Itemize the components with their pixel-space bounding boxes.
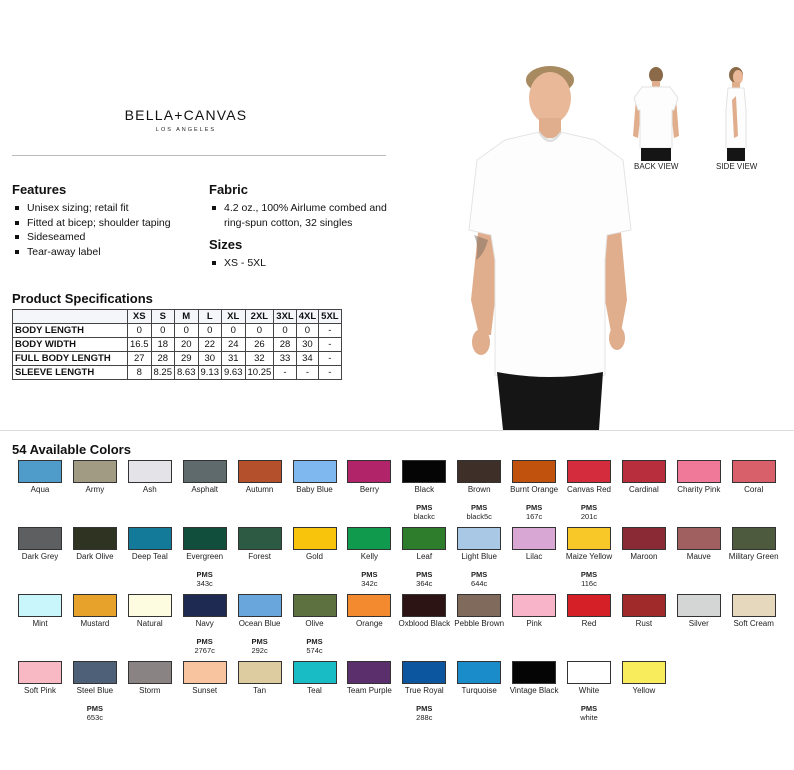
table-cell: - bbox=[319, 338, 341, 352]
color-name: Tan bbox=[253, 686, 267, 695]
pms-code bbox=[177, 571, 233, 588]
divider bbox=[12, 155, 386, 156]
color-swatch bbox=[677, 460, 721, 483]
brand-name: BELLA+CANVAS bbox=[124, 107, 248, 123]
color-name: Vintage Black bbox=[509, 686, 559, 695]
size-column-header: S bbox=[151, 310, 175, 324]
pms-code bbox=[67, 705, 123, 722]
table-cell: 24 bbox=[222, 338, 246, 352]
pms-label: PMS bbox=[580, 503, 598, 512]
color-swatch bbox=[677, 594, 721, 617]
color-swatch bbox=[512, 460, 556, 483]
color-name: Steel Blue bbox=[76, 686, 114, 695]
color-swatch bbox=[128, 661, 172, 684]
color-name: Mustard bbox=[80, 619, 110, 628]
table-cell: 9.63 bbox=[222, 366, 246, 380]
table-cell: 8.63 bbox=[175, 366, 199, 380]
color-swatch bbox=[512, 527, 556, 550]
color-swatch bbox=[183, 527, 227, 550]
size-column-header: 2XL bbox=[245, 310, 274, 324]
pms-code bbox=[451, 571, 507, 588]
size-column-header: L bbox=[198, 310, 222, 324]
color-swatch bbox=[347, 527, 391, 550]
table-cell: 33 bbox=[274, 352, 296, 366]
pms-value: 653c bbox=[86, 712, 104, 722]
color-name: Navy bbox=[195, 619, 214, 628]
pms-label: PMS bbox=[525, 503, 543, 512]
color-name: Kelly bbox=[360, 552, 379, 561]
color-name: Turquoise bbox=[461, 686, 497, 695]
color-name: True Royal bbox=[404, 686, 444, 695]
table-cell: 8.25 bbox=[151, 366, 175, 380]
table-cell: - bbox=[274, 366, 296, 380]
table-cell: 0 bbox=[175, 324, 199, 338]
color-swatch bbox=[567, 460, 611, 483]
pms-value: 201c bbox=[580, 511, 598, 521]
pms-label: PMS bbox=[580, 704, 598, 713]
sizes-list bbox=[209, 256, 394, 271]
size-column-header: M bbox=[175, 310, 199, 324]
color-swatch bbox=[402, 661, 446, 684]
color-swatch bbox=[18, 527, 62, 550]
color-swatch bbox=[622, 661, 666, 684]
color-swatch bbox=[567, 594, 611, 617]
pms-value: 2767c bbox=[194, 645, 215, 655]
table-cell: 29 bbox=[175, 352, 199, 366]
color-name: Sunset bbox=[192, 686, 218, 695]
color-name: Gold bbox=[306, 552, 323, 561]
color-swatch bbox=[238, 594, 282, 617]
color-name: Light Blue bbox=[461, 552, 497, 561]
color-name: Pebble Brown bbox=[454, 619, 505, 628]
row-label: BODY WIDTH bbox=[13, 338, 128, 352]
pms-value: 292c bbox=[251, 645, 268, 655]
table-row bbox=[13, 352, 342, 366]
fabric-list bbox=[209, 201, 394, 230]
color-swatch bbox=[183, 460, 227, 483]
list-item: Fitted at bicep; shoulder taping bbox=[12, 216, 202, 231]
pms-label: PMS bbox=[471, 503, 488, 512]
list-item: Sideseamed bbox=[12, 230, 202, 245]
color-swatch bbox=[128, 594, 172, 617]
pms-label: PMS bbox=[580, 570, 598, 579]
table-cell: 31 bbox=[222, 352, 246, 366]
color-swatch bbox=[293, 661, 337, 684]
color-swatch bbox=[183, 661, 227, 684]
color-name: Pink bbox=[526, 619, 542, 628]
list-item: Unisex sizing; retail fit bbox=[12, 201, 202, 216]
color-name: Canvas Red bbox=[566, 485, 612, 494]
pms-code bbox=[341, 571, 397, 588]
colors-title: 54 Available Colors bbox=[12, 442, 131, 457]
color-swatch bbox=[18, 460, 62, 483]
table-cell: 0 bbox=[198, 324, 222, 338]
brand-logo bbox=[116, 107, 256, 133]
pms-label: PMS bbox=[86, 704, 104, 713]
table-cell: 28 bbox=[274, 338, 296, 352]
color-name: Teal bbox=[307, 686, 322, 695]
pms-code bbox=[232, 638, 288, 655]
color-swatch bbox=[622, 460, 666, 483]
table-cell: 30 bbox=[198, 352, 222, 366]
pms-label: PMS bbox=[251, 637, 268, 646]
pms-label: PMS bbox=[196, 570, 213, 579]
size-column-header: XL bbox=[222, 310, 246, 324]
color-name: Ocean Blue bbox=[238, 619, 281, 628]
pms-label: PMS bbox=[416, 503, 433, 512]
color-swatch bbox=[128, 527, 172, 550]
table-cell: 0 bbox=[151, 324, 175, 338]
color-swatch bbox=[457, 527, 501, 550]
pms-code bbox=[396, 504, 452, 521]
table-cell: - bbox=[296, 366, 318, 380]
color-name: Black bbox=[414, 485, 435, 494]
table-cell: 10.25 bbox=[245, 366, 274, 380]
pms-code bbox=[396, 705, 452, 722]
color-swatch bbox=[293, 460, 337, 483]
back-view-caption: BACK VIEW bbox=[634, 162, 679, 171]
color-swatch bbox=[73, 460, 117, 483]
color-name: Mauve bbox=[686, 552, 711, 561]
table-cell: 0 bbox=[274, 324, 296, 338]
color-name: Rust bbox=[635, 619, 653, 628]
pms-code bbox=[177, 638, 233, 655]
table-row bbox=[13, 338, 342, 352]
color-name: Evergreen bbox=[186, 552, 224, 561]
pms-value: 574c bbox=[306, 645, 323, 655]
pms-label: PMS bbox=[416, 704, 433, 713]
specs-title: Product Specifications bbox=[12, 291, 153, 306]
pms-value: 644c bbox=[471, 578, 488, 588]
table-cell: 8 bbox=[128, 366, 152, 380]
color-name: Mint bbox=[32, 619, 48, 628]
color-name: Military Green bbox=[728, 552, 779, 561]
color-name: Dark Grey bbox=[21, 552, 59, 561]
color-name: Natural bbox=[136, 619, 163, 628]
color-name: Brown bbox=[467, 485, 491, 494]
table-row bbox=[13, 366, 342, 380]
table-cell: - bbox=[319, 366, 341, 380]
pms-value: 343c bbox=[196, 578, 213, 588]
color-swatch bbox=[238, 661, 282, 684]
color-swatch bbox=[238, 460, 282, 483]
color-name: Team Purple bbox=[346, 686, 392, 695]
pms-code bbox=[561, 571, 617, 588]
color-swatch bbox=[73, 527, 117, 550]
table-cell: 32 bbox=[245, 352, 274, 366]
row-label: FULL BODY LENGTH bbox=[13, 352, 128, 366]
table-row bbox=[13, 324, 342, 338]
color-name: Army bbox=[85, 485, 105, 494]
color-swatch bbox=[622, 527, 666, 550]
color-name: Autumn bbox=[245, 485, 274, 494]
table-cell: 26 bbox=[245, 338, 274, 352]
color-name: Maroon bbox=[630, 552, 658, 561]
color-name: Charity Pink bbox=[677, 485, 721, 494]
model-front-image bbox=[455, 60, 645, 430]
table-cell: 18 bbox=[151, 338, 175, 352]
color-name: Cardinal bbox=[628, 485, 659, 494]
color-name: Baby Blue bbox=[296, 485, 333, 494]
color-swatch bbox=[402, 594, 446, 617]
color-swatch bbox=[402, 527, 446, 550]
table-cell: 28 bbox=[151, 352, 175, 366]
color-name: Deep Teal bbox=[131, 552, 168, 561]
color-swatch bbox=[732, 460, 776, 483]
color-name: Asphalt bbox=[191, 485, 219, 494]
color-name: Dark Olive bbox=[76, 552, 114, 561]
color-swatch bbox=[512, 661, 556, 684]
list-item: XS - 5XL bbox=[209, 256, 394, 271]
pms-code bbox=[561, 504, 617, 521]
row-label: SLEEVE LENGTH bbox=[13, 366, 128, 380]
color-swatch bbox=[347, 594, 391, 617]
color-swatch bbox=[567, 661, 611, 684]
color-name: Coral bbox=[744, 485, 764, 494]
model-back-image bbox=[630, 66, 682, 161]
pms-code bbox=[287, 638, 343, 655]
color-swatch bbox=[128, 460, 172, 483]
color-swatch bbox=[18, 661, 62, 684]
color-name: Oxblood Black bbox=[398, 619, 451, 628]
table-cell: - bbox=[319, 352, 341, 366]
size-column-header: XS bbox=[128, 310, 152, 324]
color-swatch bbox=[18, 594, 62, 617]
fabric-section bbox=[209, 182, 394, 230]
color-swatch bbox=[732, 527, 776, 550]
fabric-title: Fabric bbox=[209, 182, 249, 197]
table-cell: 0 bbox=[245, 324, 274, 338]
color-name: Lilac bbox=[525, 552, 543, 561]
pms-value: 116c bbox=[581, 578, 597, 588]
color-name: Ash bbox=[142, 485, 157, 494]
color-swatch bbox=[677, 527, 721, 550]
features-list bbox=[12, 201, 202, 259]
pms-code bbox=[451, 504, 507, 521]
pms-label: PMS bbox=[306, 637, 323, 646]
sizes-section bbox=[209, 237, 394, 271]
table-header-row bbox=[13, 310, 342, 324]
pms-code bbox=[561, 705, 617, 722]
color-swatch bbox=[238, 527, 282, 550]
pms-value: 364c bbox=[416, 578, 433, 588]
color-swatch bbox=[73, 594, 117, 617]
table-cell: 22 bbox=[198, 338, 222, 352]
color-name: Red bbox=[581, 619, 597, 628]
brand-sub: LOS ANGELES bbox=[155, 127, 217, 133]
color-swatch bbox=[347, 460, 391, 483]
table-cell: 0 bbox=[296, 324, 318, 338]
color-swatch bbox=[457, 594, 501, 617]
color-name: Storm bbox=[139, 686, 161, 695]
color-swatch bbox=[457, 460, 501, 483]
pms-label: PMS bbox=[416, 570, 433, 579]
pms-value: blackc bbox=[413, 511, 435, 521]
table-cell: 0 bbox=[128, 324, 152, 338]
table-corner bbox=[13, 310, 128, 324]
table-cell: 20 bbox=[175, 338, 199, 352]
color-name: Soft Pink bbox=[23, 686, 56, 695]
table-cell: 0 bbox=[222, 324, 246, 338]
table-cell: 9.13 bbox=[198, 366, 222, 380]
model-side-image bbox=[718, 66, 754, 161]
pms-value: 167c bbox=[525, 511, 543, 521]
features-section bbox=[12, 182, 202, 259]
pms-value: 342c bbox=[361, 578, 378, 588]
color-swatch bbox=[457, 661, 501, 684]
pms-value: black5c bbox=[466, 511, 492, 521]
color-name: Silver bbox=[688, 619, 709, 628]
color-name: Olive bbox=[305, 619, 324, 628]
specs-table bbox=[12, 309, 342, 380]
table-cell: 34 bbox=[296, 352, 318, 366]
table-cell: 30 bbox=[296, 338, 318, 352]
color-swatch bbox=[73, 661, 117, 684]
color-name: Leaf bbox=[416, 552, 433, 561]
color-swatch bbox=[293, 527, 337, 550]
color-swatch bbox=[293, 594, 337, 617]
pms-code bbox=[506, 504, 562, 521]
color-name: Burnt Orange bbox=[510, 485, 559, 494]
color-swatch bbox=[567, 527, 611, 550]
color-name: Maize Yellow bbox=[565, 552, 613, 561]
color-swatch bbox=[732, 594, 776, 617]
divider bbox=[0, 430, 794, 431]
size-column-header: 4XL bbox=[296, 310, 318, 324]
color-name: Aqua bbox=[30, 485, 50, 494]
list-item: Tear-away label bbox=[12, 245, 202, 260]
features-title: Features bbox=[12, 182, 67, 197]
color-swatch bbox=[402, 460, 446, 483]
pms-label: PMS bbox=[471, 570, 488, 579]
size-column-header: 3XL bbox=[274, 310, 296, 324]
pms-label: PMS bbox=[361, 570, 378, 579]
size-column-header: 5XL bbox=[319, 310, 341, 324]
color-name: Yellow bbox=[632, 686, 656, 695]
side-view-caption: SIDE VIEW bbox=[716, 162, 758, 171]
color-name: Orange bbox=[356, 619, 383, 628]
row-label: BODY LENGTH bbox=[13, 324, 128, 338]
list-item: 4.2 oz., 100% Airlume combed and ring-spun cotton, 32 singles bbox=[209, 201, 394, 230]
color-swatch bbox=[183, 594, 227, 617]
pms-value: 288c bbox=[416, 712, 433, 722]
pms-code bbox=[396, 571, 452, 588]
color-name: Forest bbox=[248, 552, 271, 561]
pms-value: white bbox=[580, 712, 598, 722]
table-cell: 16.5 bbox=[128, 338, 152, 352]
table-cell: - bbox=[319, 324, 341, 338]
color-name: White bbox=[578, 686, 600, 695]
pms-label: PMS bbox=[196, 637, 213, 646]
table-cell: 27 bbox=[128, 352, 152, 366]
sizes-title: Sizes bbox=[209, 237, 243, 252]
color-name: Berry bbox=[359, 485, 379, 494]
color-swatch bbox=[512, 594, 556, 617]
color-name: Soft Cream bbox=[733, 619, 774, 628]
color-swatch bbox=[622, 594, 666, 617]
color-swatch bbox=[347, 661, 391, 684]
